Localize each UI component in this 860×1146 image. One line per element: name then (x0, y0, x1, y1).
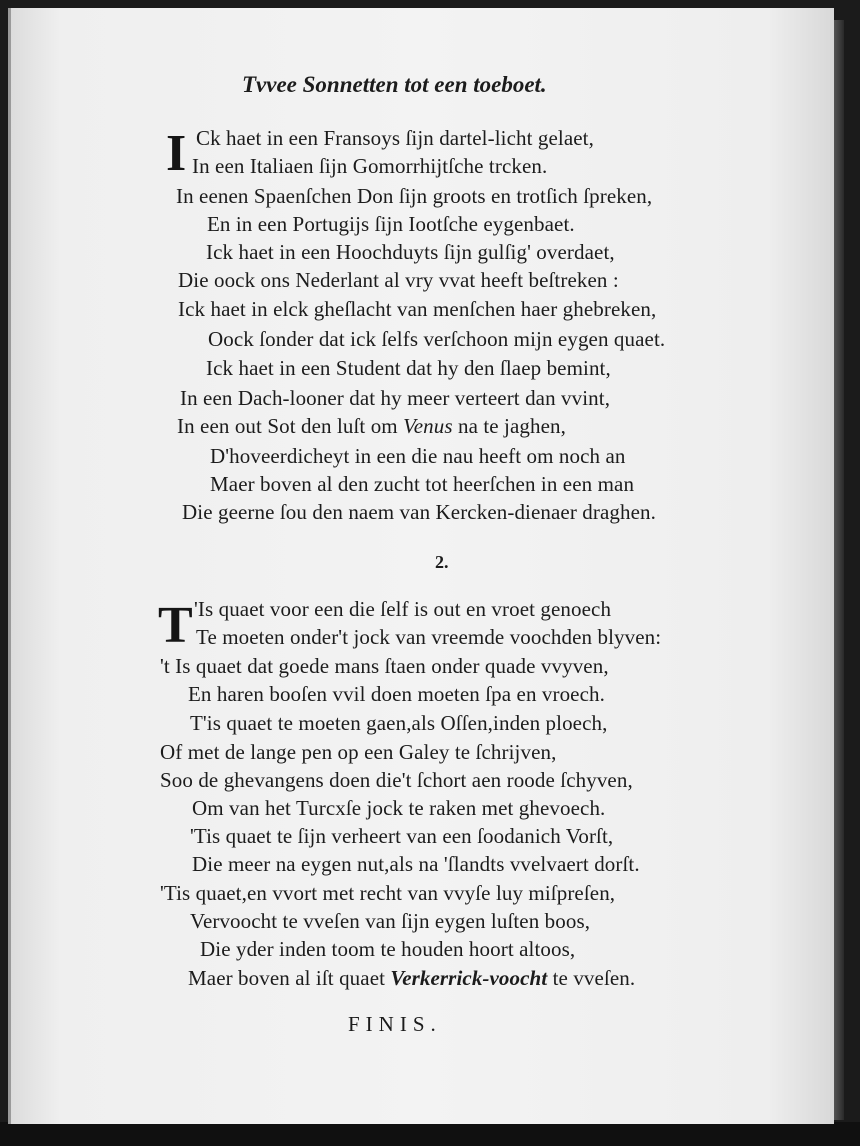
sonnet-2-line: Die meer na eygen nut,als na 'ſlandts vvelvaert dorſt. (192, 852, 640, 876)
dropcap-i: I (166, 125, 187, 182)
sonnet-1-line: Ick haet in een Hoochduyts ſijn gulſig' overdaet, (206, 240, 615, 264)
sonnet-2-line: 'Is quaet voor een die ſelf is out en vroet genoech (194, 597, 612, 621)
sonnet-2-line-text: te vveſen. (552, 966, 636, 990)
venus-italic: Venus (403, 414, 453, 438)
section-number: 2. (435, 552, 449, 572)
sonnet-1-line: In een Dach-looner dat hy meer verteert dan vvint, (180, 386, 611, 410)
sonnet-2-line: Om van het Turcxſe jock te raken met ghevoech. (192, 796, 606, 820)
book-edge (834, 20, 844, 1120)
sonnet-1-line: D'hoveerdicheyt in een die nau heeft om noch an (210, 444, 626, 468)
sonnet-1-line-text: In een out Sot den luſt om (177, 414, 398, 438)
sonnet-1-line: Maer boven al den zucht tot heerſchen in een man (210, 472, 635, 496)
sonnet-1-line-venus (177, 413, 566, 439)
sonnet-1-line: Ick haet in elck gheſlacht van menſchen haer ghebreken, (178, 297, 657, 321)
sonnet-2-line: Soo de ghevangens doen die't ſchort aen roode ſchyven, (160, 768, 633, 792)
sonnet-2-line: Vervoocht te vveſen van ſijn eygen luſten boos, (190, 909, 591, 933)
sonnet-2-line: En haren booſen vvil doen moeten ſpa en vroech. (188, 682, 605, 706)
sonnet-2-line: Of met de lange pen op een Galey te ſchrijven, (160, 740, 557, 764)
sonnet-2-line: 'Tis quaet,en vvort met recht van vvyſe luy miſpreſen, (160, 881, 616, 905)
sonnet-1-line: In een Italiaen ſijn Gomorrhijtſche trcken. (192, 154, 548, 178)
sonnet-1-line: Ck haet in een Fransoys ſijn dartel-licht gelaet, (196, 126, 594, 150)
sonnet-1-line: In eenen Spaenſchen Don ſijn groots en trotſich ſpreken, (176, 184, 653, 208)
sonnet-1-line: Ick haet in een Student dat hy den ſlaep bemint, (206, 356, 611, 380)
sonnet-2-line-last (188, 965, 635, 991)
sonnet-2-line-text: Maer boven al iſt quaet (188, 966, 386, 990)
sonnet-2-line: 'Tis quaet te ſijn verheert van een ſoodanich Vorſt, (190, 824, 614, 848)
sonnet-2-line: 't Is quaet dat goede mans ſtaen onder quade vvyven, (160, 654, 609, 678)
sonnet-1-line: Die geerne ſou den naem van Kercken-dienaer draghen. (182, 500, 656, 524)
sonnet-2-line: T'is quaet te moeten gaen,als Oſſen,inden ploech, (190, 711, 608, 735)
sonnet-1-line: En in een Portugijs ſijn Iootſche eygenbaet. (207, 212, 575, 236)
sonnet-1-line: Die oock ons Nederlant al vry vvat heeft beſtreken : (178, 268, 619, 292)
sonnet-1-line: Oock ſonder dat ick ſelfs verſchoon mijn eygen quaet. (208, 327, 666, 351)
sonnet-2-line: Te moeten onder't jock van vreemde voochden blyven: (196, 625, 662, 649)
sonnet-1-line-text: na te jaghen, (457, 414, 566, 438)
dropcap-t: T (158, 597, 193, 654)
scan-border (0, 1122, 860, 1146)
verkerrick-italic: Verkerrick-voocht (390, 966, 548, 990)
sonnet-2-line: Die yder inden toom te houden hoort altoos, (200, 937, 576, 961)
page-title: Tvvee Sonnetten tot een toeboet. (242, 72, 547, 97)
finis-mark: FINIS. (348, 1012, 442, 1036)
